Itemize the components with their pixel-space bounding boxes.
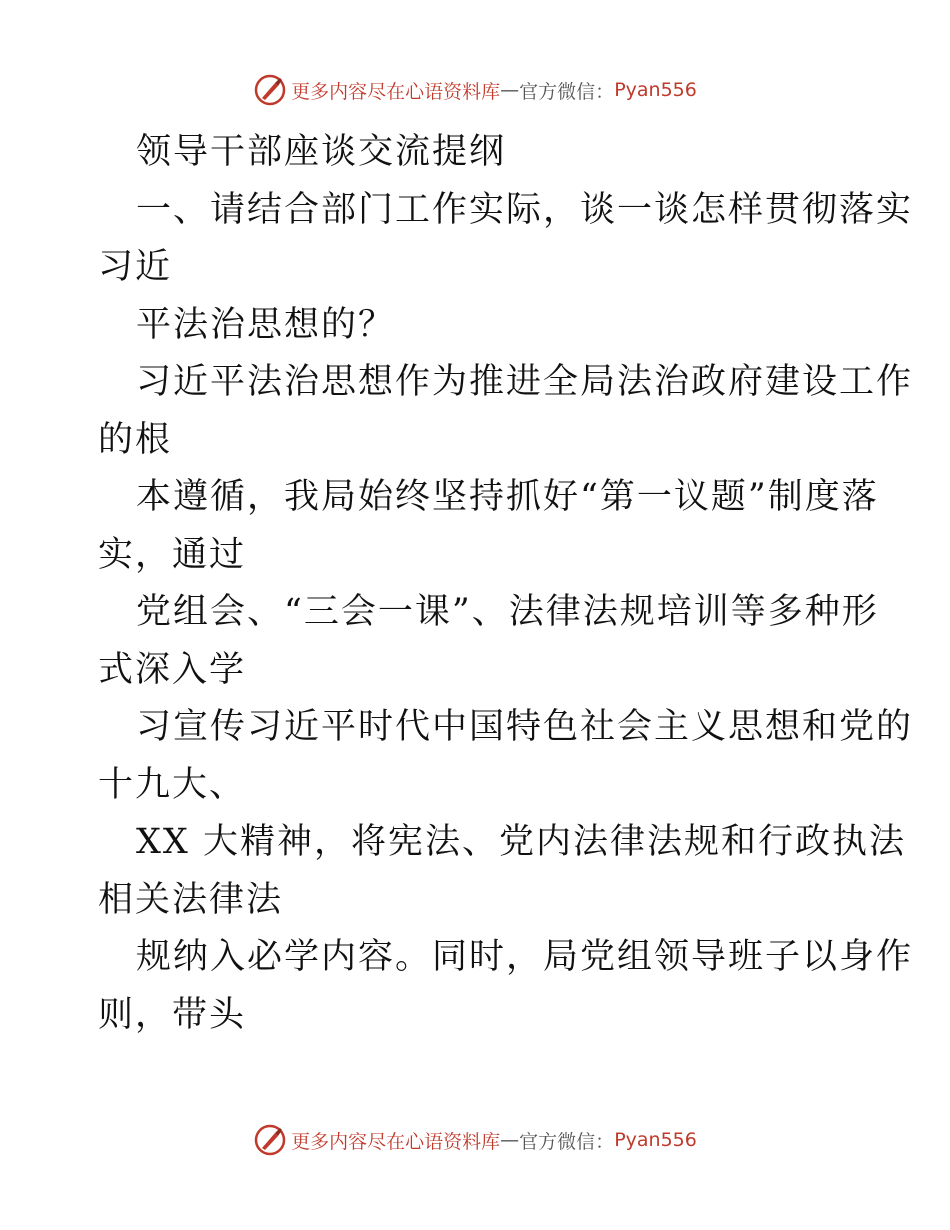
document-title: 领导干部座谈交流提纲: [136, 132, 507, 172]
paragraph-line: 习近平法治思想作为推进全局法治政府建设工作: [136, 362, 914, 402]
paragraph-line: 本遵循，我局始终坚持抓好“第一议题”制度落: [136, 477, 879, 517]
paragraph-line: 习近: [98, 247, 173, 287]
paragraph-line: 式深入学: [98, 649, 247, 690]
watermark-text: 更多内容尽在心语资料库: [291, 1130, 501, 1153]
paragraph-line: 相关法律法: [98, 879, 284, 920]
watermark-separator: —: [500, 79, 520, 101]
header-watermark: [0, 70, 950, 110]
quill-pen-logo-icon: [253, 73, 287, 107]
paragraph-line: 的根: [98, 419, 173, 460]
watermark-wechat-id: Pyan556: [614, 1129, 697, 1151]
watermark-separator: —: [500, 1129, 520, 1151]
watermark-wechat-label: 官方微信：: [519, 1130, 615, 1153]
paragraph-line: 规纳入必学内容。同时，局党组领导班子以身作: [136, 937, 914, 977]
paragraph-line: 一、请结合部门工作实际，谈一谈怎样贯彻落实: [136, 189, 914, 230]
footer-watermark: [0, 1120, 950, 1160]
paragraph-line: 十九大、: [98, 764, 247, 805]
paragraph-line: 平法治思想的？: [136, 304, 396, 345]
paragraph-line: 实，通过: [98, 534, 247, 575]
watermark-wechat-label: 官方微信：: [519, 80, 615, 103]
paragraph-line: 党组会、“三会一课”、法律法规培训等多种形: [136, 592, 879, 632]
paragraph-line: XX 大精神，将宪法、党内法律法规和行政执法: [136, 822, 906, 862]
watermark-text: 更多内容尽在心语资料库: [291, 80, 501, 103]
paragraph-line: 则，带头: [98, 994, 247, 1035]
watermark-wechat-id: Pyan556: [614, 79, 697, 101]
paragraph-line: 习宣传习近平时代中国特色社会主义思想和党的: [136, 707, 914, 747]
document-body: [98, 124, 914, 1044]
quill-pen-logo-icon: [253, 1123, 287, 1157]
